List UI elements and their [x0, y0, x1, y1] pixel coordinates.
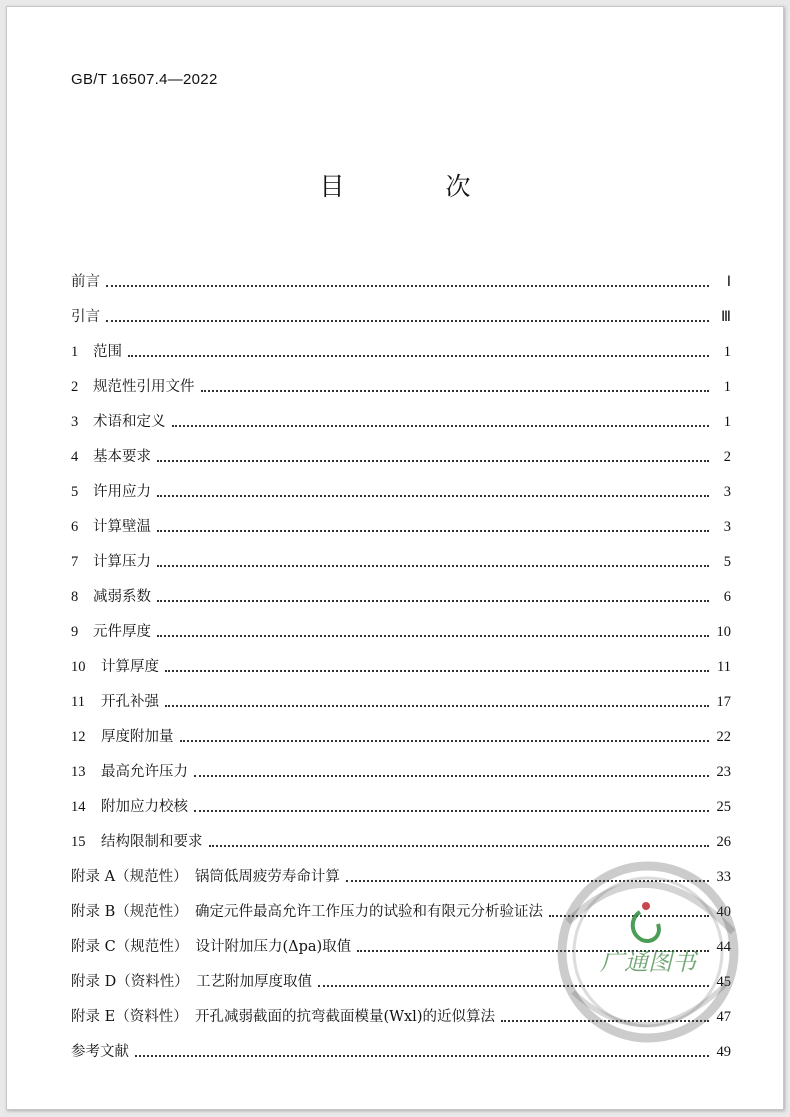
toc-label: 最高允许压力 [101, 764, 188, 780]
toc-label: 参考文献 [71, 1044, 129, 1060]
toc-entry[interactable] [71, 677, 731, 712]
dot-leader [180, 740, 710, 742]
toc-page-number: 17 [716, 694, 731, 710]
toc-entry[interactable] [71, 257, 731, 292]
toc-number: 1 [71, 344, 79, 360]
toc-page-number: 1 [723, 379, 731, 395]
toc-page-number: 25 [716, 799, 731, 815]
toc-label: 术语和定义 [93, 414, 166, 430]
toc-page-number: 3 [723, 519, 731, 535]
dot-leader [209, 845, 710, 847]
toc-page-number: 3 [723, 484, 731, 500]
toc-number: 8 [71, 589, 79, 605]
dot-leader [157, 530, 709, 532]
toc-entry[interactable] [71, 852, 731, 887]
dot-leader [157, 495, 709, 497]
toc-entry[interactable] [71, 887, 731, 922]
toc-label: 引言 [71, 309, 100, 325]
toc-number: 7 [71, 554, 79, 570]
toc-page-number: 33 [716, 869, 731, 885]
toc-entry[interactable] [71, 467, 731, 502]
toc-page-number: 10 [716, 624, 731, 640]
toc-label: 开孔补强 [101, 694, 159, 710]
toc-label: 结构限制和要求 [101, 834, 203, 850]
dot-leader [157, 635, 709, 637]
toc-page-number: 2 [723, 449, 731, 465]
toc-label: 规范性引用文件 [93, 379, 195, 395]
dot-leader [172, 425, 710, 427]
toc-entry[interactable] [71, 432, 731, 467]
toc-page-number: 23 [716, 764, 731, 780]
toc-entry[interactable] [71, 292, 731, 327]
toc-entry[interactable] [71, 957, 731, 992]
dot-leader [194, 775, 709, 777]
dot-leader [201, 390, 710, 392]
dot-leader [106, 285, 709, 287]
toc-entry[interactable] [71, 817, 731, 852]
dot-leader [128, 355, 709, 357]
toc-page-number: 6 [723, 589, 731, 605]
dot-leader [165, 705, 709, 707]
table-of-contents [71, 257, 731, 1062]
toc-number: 12 [71, 729, 86, 745]
page-title: 目 次 [319, 172, 509, 201]
toc-page-number: 5 [723, 554, 731, 570]
toc-number: 9 [71, 624, 79, 640]
toc-page-number: Ⅲ [721, 309, 731, 325]
toc-label: 许用应力 [93, 484, 151, 500]
toc-entry[interactable] [71, 782, 731, 817]
toc-label: 附录 A（规范性） 锅筒低周疲劳寿命计算 [71, 869, 340, 885]
toc-page-number: 22 [716, 729, 731, 745]
toc-entry[interactable] [71, 642, 731, 677]
toc-entry[interactable] [71, 607, 731, 642]
toc-entry[interactable] [71, 362, 731, 397]
dot-leader [106, 320, 709, 322]
toc-label: 附录 E（资料性） 开孔减弱截面的抗弯截面模量(Wxl)的近似算法 [71, 1009, 495, 1025]
toc-page-number: 26 [716, 834, 731, 850]
toc-page-number: Ⅰ [726, 274, 731, 290]
toc-label: 计算厚度 [101, 659, 159, 675]
toc-page-number: 45 [716, 974, 731, 990]
toc-page-number: 1 [723, 414, 731, 430]
toc-page-number: 44 [716, 939, 731, 955]
document-page [6, 6, 784, 1110]
toc-label: 计算壁温 [93, 519, 151, 535]
dot-leader [165, 670, 709, 672]
toc-label: 厚度附加量 [101, 729, 174, 745]
toc-label: 基本要求 [93, 449, 151, 465]
dot-leader [318, 985, 709, 987]
toc-entry[interactable] [71, 327, 731, 362]
dot-leader [157, 600, 709, 602]
toc-entry[interactable] [71, 537, 731, 572]
toc-label: 附录 D（资料性） 工艺附加厚度取值 [71, 974, 312, 990]
dot-leader [194, 810, 709, 812]
toc-page-number: 11 [717, 659, 731, 675]
dot-leader [346, 880, 709, 882]
dot-leader [135, 1055, 709, 1057]
toc-label: 减弱系数 [93, 589, 151, 605]
toc-number: 2 [71, 379, 79, 395]
toc-number: 6 [71, 519, 79, 535]
toc-label: 元件厚度 [93, 624, 151, 640]
dot-leader [157, 460, 709, 462]
toc-label: 附录 B（规范性） 确定元件最高允许工作压力的试验和有限元分析验证法 [71, 904, 544, 920]
toc-number: 11 [71, 694, 85, 710]
dot-leader [157, 565, 709, 567]
toc-number: 14 [71, 799, 86, 815]
standard-code: GB/T 16507.4—2022 [71, 71, 218, 88]
toc-number: 5 [71, 484, 79, 500]
toc-page-number: 40 [716, 904, 731, 920]
toc-entry[interactable] [71, 502, 731, 537]
toc-label: 范围 [93, 344, 122, 360]
toc-entry[interactable] [71, 712, 731, 747]
toc-entry[interactable] [71, 1027, 731, 1062]
dot-leader [357, 950, 709, 952]
toc-entry[interactable] [71, 572, 731, 607]
toc-entry[interactable] [71, 747, 731, 782]
toc-label: 前言 [71, 274, 100, 290]
toc-number: 15 [71, 834, 86, 850]
toc-number: 13 [71, 764, 86, 780]
dot-leader [549, 915, 709, 917]
toc-label: 附加应力校核 [101, 799, 188, 815]
toc-number: 4 [71, 449, 79, 465]
toc-page-number: 1 [723, 344, 731, 360]
toc-entry[interactable] [71, 992, 731, 1027]
dot-leader [501, 1020, 709, 1022]
toc-page-number: 47 [716, 1009, 731, 1025]
toc-entry[interactable] [71, 397, 731, 432]
toc-label: 附录 C（规范性） 设计附加压力(Δpa)取值 [71, 939, 352, 955]
stamp-text: 广通图书 [600, 948, 696, 976]
toc-entry[interactable] [71, 922, 731, 957]
toc-label: 计算压力 [93, 554, 151, 570]
toc-number: 3 [71, 414, 79, 430]
toc-number: 10 [71, 659, 86, 675]
toc-page-number: 49 [716, 1044, 731, 1060]
